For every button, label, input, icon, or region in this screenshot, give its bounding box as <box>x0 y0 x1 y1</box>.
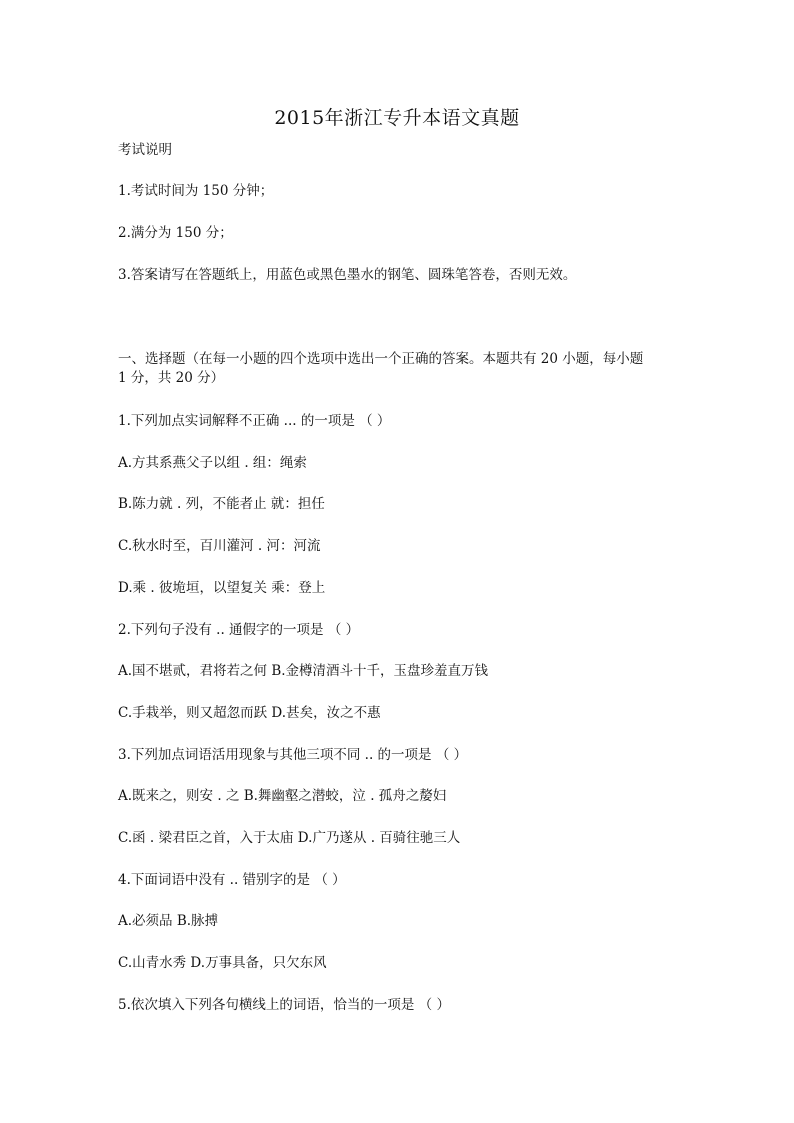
exam-info-line-2: 2.满分为 150 分； <box>118 225 233 241</box>
section-one-heading-line-1: 一、选择题（在每一小题的四个选项中选出一个正确的答案。本题共有 20 小题，每小题 <box>118 351 644 367</box>
question-4-options-ab: A.必须品 B.脉搏 <box>118 913 219 929</box>
question-3-options-ab: A.既来之，则安 . 之 B.舞幽壑之潜蛟，泣 . 孤舟之嫠妇 <box>118 788 447 804</box>
question-1-option-b: B.陈力就 . 列，不能者止 就：担任 <box>118 496 325 512</box>
question-1-stem: 1.下列加点实词解释不正确 ... 的一项是 （ ） <box>118 413 391 429</box>
question-1-option-c: C.秋水时至，百川灌河 . 河：河流 <box>118 538 321 554</box>
question-2-stem: 2.下列句子没有 .. 通假字的一项是 （ ） <box>118 622 360 638</box>
question-2-options-ab: A.国不堪贰，君将若之何 B.金樽清酒斗十千，玉盘珍羞直万钱 <box>118 663 489 679</box>
question-5-stem: 5.依次填入下列各句横线上的词语，恰当的一项是 （ ） <box>118 997 450 1013</box>
question-4-stem: 4.下面词语中没有 .. 错别字的是 （ ） <box>118 872 346 888</box>
exam-info-line-1: 1.考试时间为 150 分钟； <box>118 183 274 199</box>
question-1-option-a: A.方其系燕父子以组 . 组：绳索 <box>118 455 307 471</box>
question-4-options-cd: C.山青水秀 D.万事具备，只欠东风 <box>118 955 327 971</box>
section-one-heading-line-2: 1 分，共 20 分） <box>118 370 225 386</box>
exam-info-line-3: 3.答案请写在答题纸上，用蓝色或黑色墨水的钢笔、圆珠笔答卷，否则无效。 <box>118 267 577 283</box>
exam-info-heading: 考试说明 <box>118 142 172 158</box>
document-title: 2015年浙江专升本语文真题 <box>274 107 520 129</box>
question-3-options-cd: C.函 . 梁君臣之首，入于太庙 D.广乃遂从 . 百骑往驰三人 <box>118 830 461 846</box>
question-3-stem: 3.下列加点词语活用现象与其他三项不同 .. 的一项是 （ ） <box>118 747 468 763</box>
question-2-options-cd: C.手栽举，则又超忽而跃 D.甚矣，汝之不惠 <box>118 705 381 721</box>
question-1-option-d: D.乘 . 彼垝垣，以望复关 乘：登上 <box>118 580 326 596</box>
